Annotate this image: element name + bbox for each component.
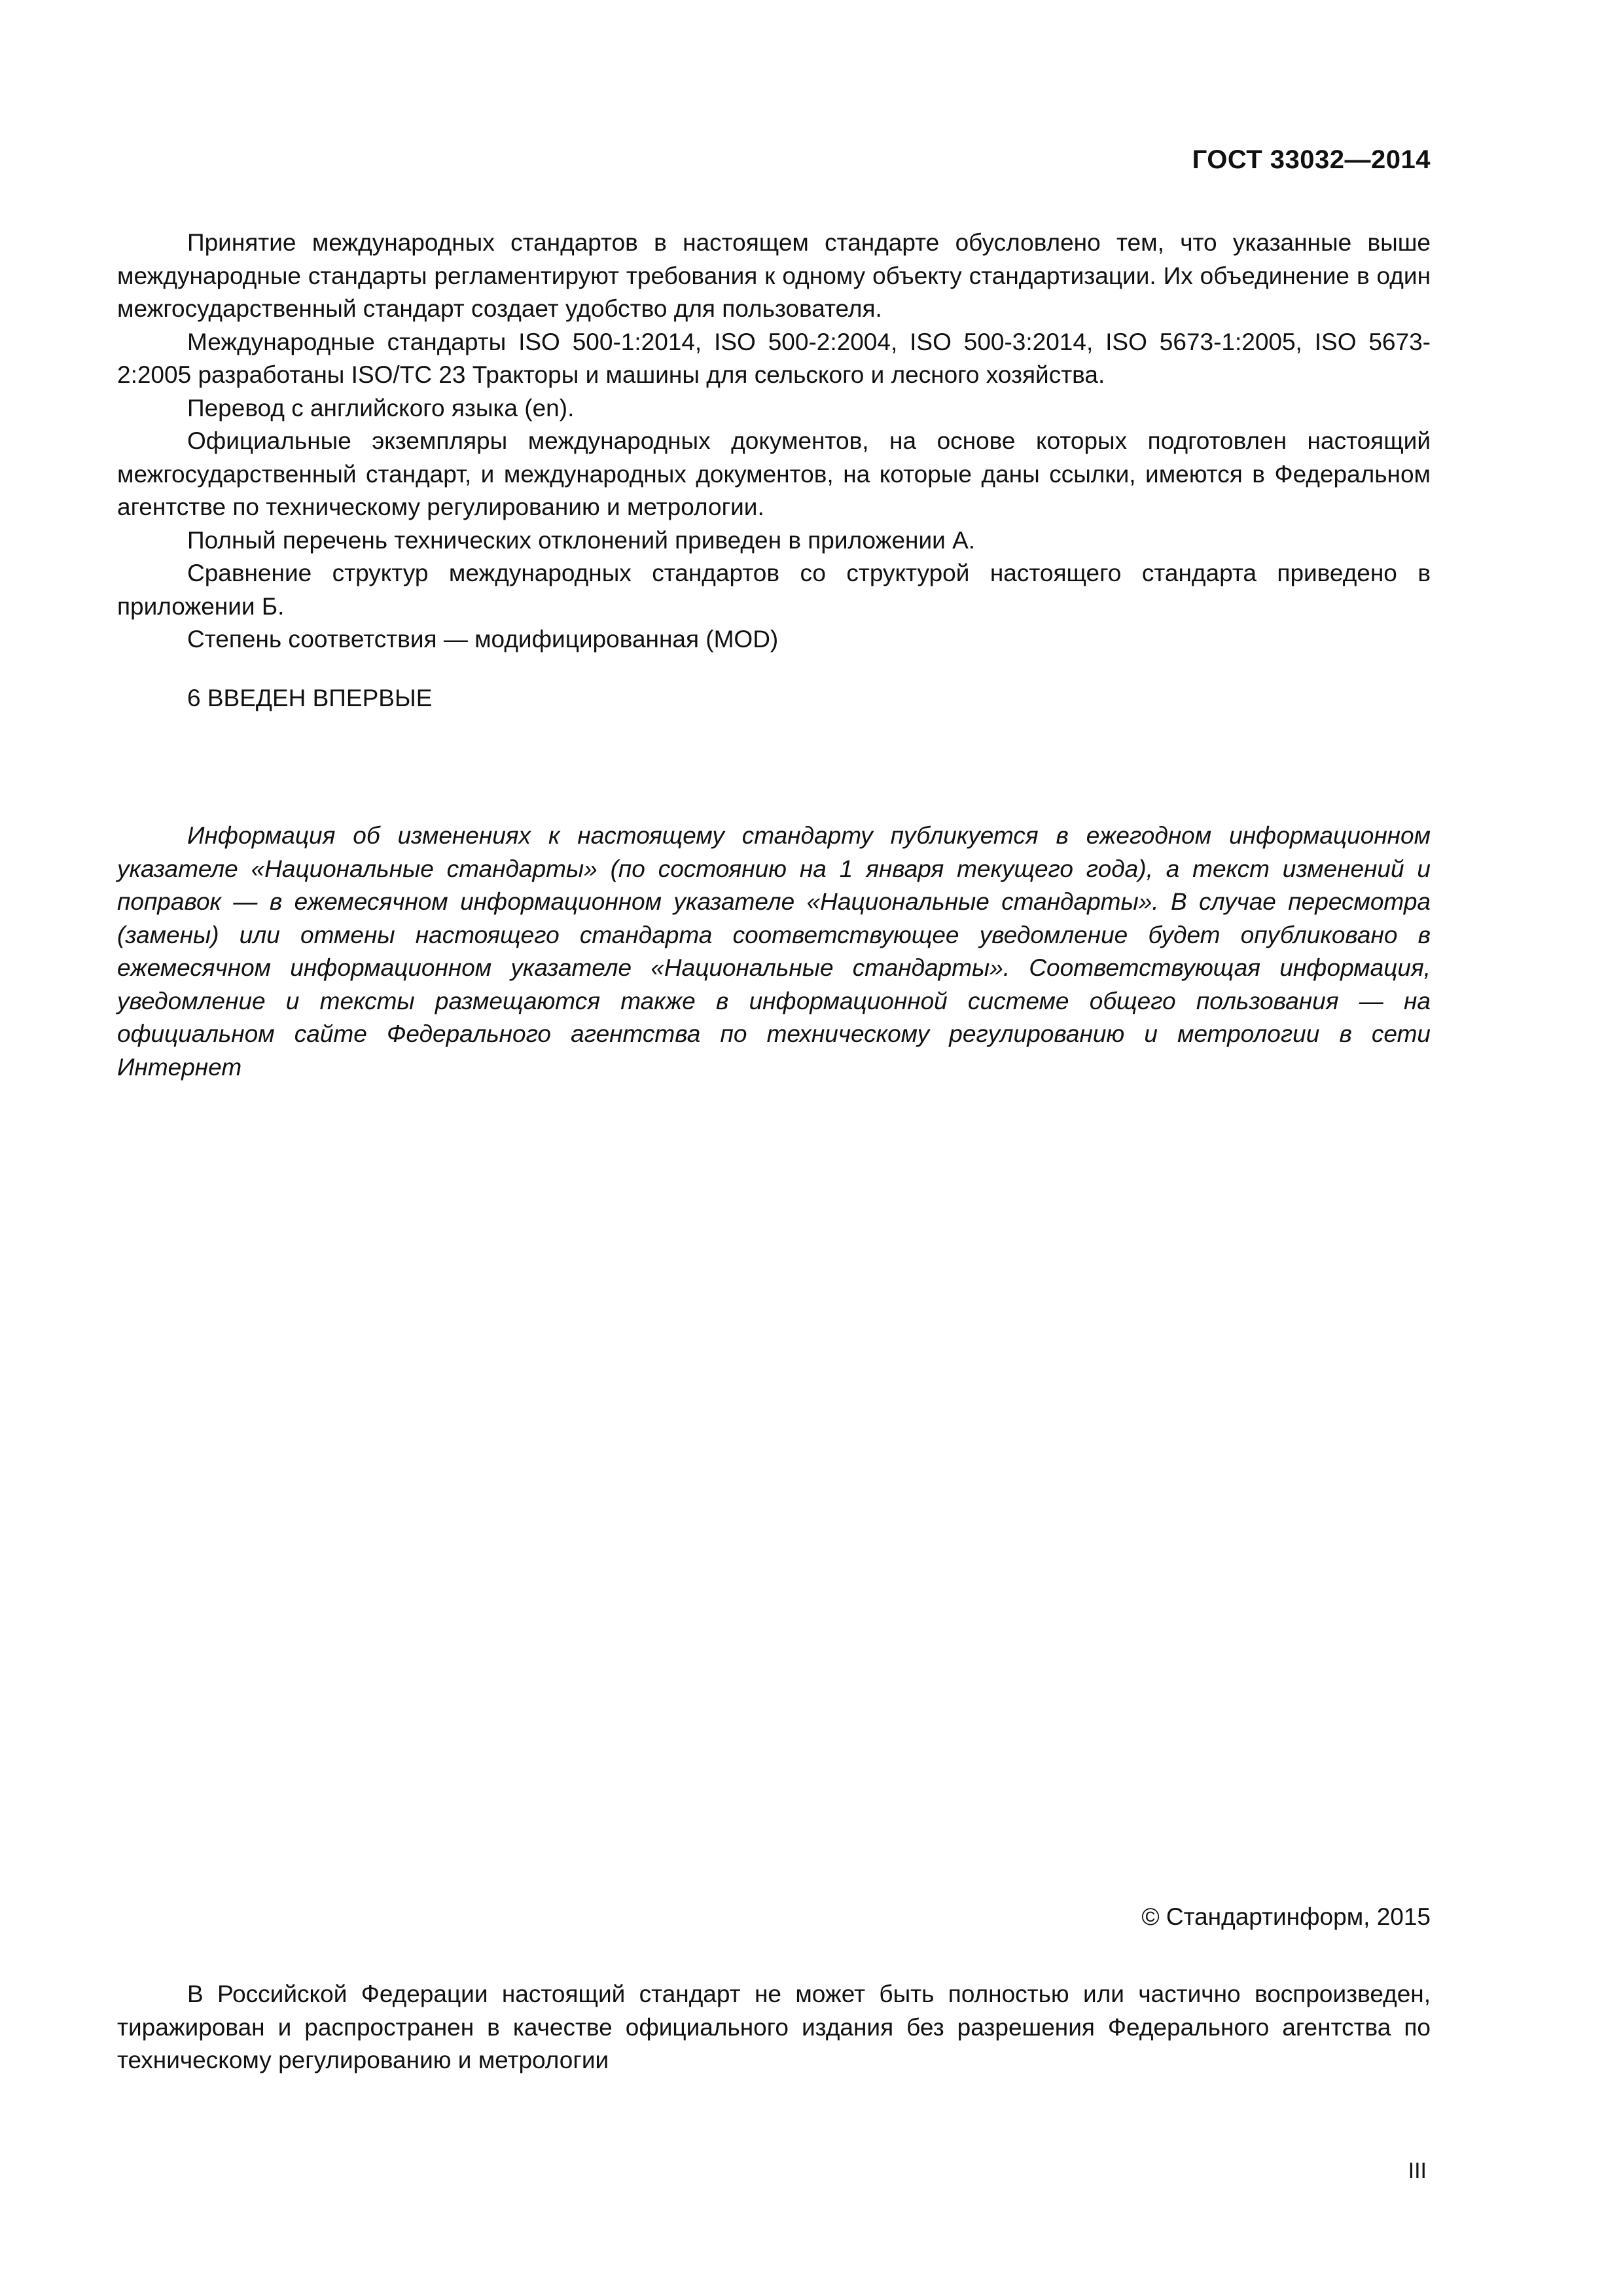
- paragraph-structure-comparison: Сравнение структур международных стандартов со структурой настоящего стандарта приведено в приложении Б.: [117, 560, 1431, 620]
- page-number: III: [1408, 2159, 1427, 2183]
- copyright: © Стандартинформ, 2015: [1141, 1903, 1431, 1930]
- introduced-first-time: 6 ВВЕДЕН ВПЕРВЫЕ: [187, 685, 433, 711]
- main-text: [117, 226, 1431, 656]
- reproduction-notice-text: В Российской Федерации настоящий стандарт не может быть полностью или частично воспроизведен, тиражирован и распространен в качестве официального издания без разрешения Федерального агентства по техническому регулированию и метрологии: [117, 1981, 1431, 2073]
- amendments-info: [117, 819, 1431, 1084]
- paragraph-translation: Перевод с английского языка (en).: [187, 394, 575, 422]
- paragraph-official-copies: Официальные экземпляры международных документов, на основе которых подготовлен настоящий межгосударственный стандарт, и международных документов, на которые даны ссылки, имеются в Федеральном агентстве по техническому регулированию и метрологии.: [117, 427, 1431, 520]
- amendments-info-text: Информация об изменениях к настоящему стандарту публикуется в ежегодном информационном указателе «Национальные стандарты» (по состоянию на 1 января текущего года), а текст изменений и поправок — в ежемесячном информационном указателе «Национальные стандарты». В случае пересмотра (замены) или отмены настоящего стандарта соответствующее уведомление будет опубликовано в ежемесячном информационном указателе «Национальные стандарты». Соответствующая информация, уведомление и тексты размещаются также в информационной системе общего пользования — на официальном сайте Федерального агентства по техническому регулированию и метрологии в сети Интернет: [117, 822, 1431, 1081]
- paragraph-iso-standards: Международные стандарты ISO 500-1:2014, ISO 500-2:2004, ISO 500-3:2014, ISO 5673-1:2005, ISO 5673-2:2005 разработаны ISO/TC 23 Тракторы и машины для сельского и лесного хозяйства.: [117, 328, 1431, 388]
- standard-number: ГОСТ 33032—2014: [1192, 145, 1431, 174]
- paragraph-conformity: Степень соответствия — модифицированная (MOD): [187, 626, 779, 653]
- reproduction-notice: [117, 1978, 1431, 2077]
- paragraph-deviations: Полный перечень технических отклонений приведен в приложении А.: [187, 526, 976, 554]
- paragraph-adoption: Принятие международных стандартов в настоящем стандарте обусловлено тем, что указанные выше международные стандарты регламентируют требования к одному объекту стандартизации. Их объединение в один межгосударственный стандарт создает удобство для пользователя.: [117, 229, 1431, 322]
- introduction-section: [117, 682, 1431, 715]
